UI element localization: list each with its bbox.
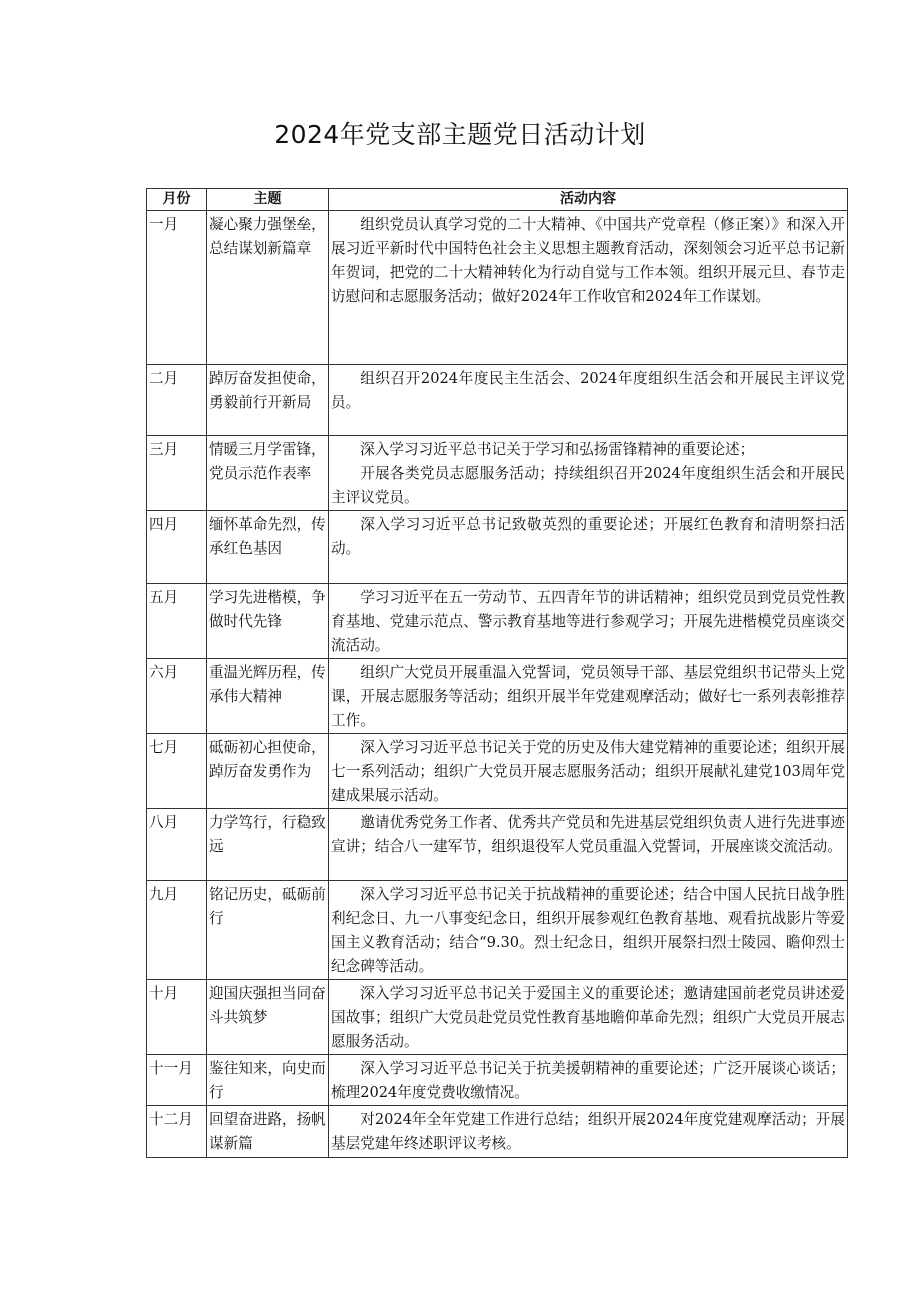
theme-cell: 缅怀革命先烈，传承红色基因 bbox=[207, 511, 329, 584]
document-title: 2024年党支部主题党日活动计划 bbox=[274, 120, 646, 149]
content-cell bbox=[329, 734, 848, 809]
content-paragraph: 深入学习习近平总书记关于抗美援朝精神的重要论述；广泛开展谈心谈话；梳理2024年度党费收缴情况。 bbox=[331, 1060, 845, 1101]
table-row bbox=[147, 980, 848, 1055]
table-row bbox=[147, 1055, 848, 1106]
content-cell bbox=[329, 659, 848, 734]
table-row bbox=[147, 511, 848, 584]
table-row bbox=[147, 584, 848, 659]
content-cell bbox=[329, 365, 848, 436]
content-paragraph: 组织广大党员开展重温入党誓词，党员领导干部、基层党组织书记带头上党课，开展志愿服务等活动；组织开展半年党建观摩活动；做好七一系列表彰推荐工作。 bbox=[331, 664, 845, 729]
column-header-theme: 主题 bbox=[207, 189, 329, 211]
theme-cell: 迎国庆强担当同奋斗共筑梦 bbox=[207, 980, 329, 1055]
theme-cell: 力学笃行，行稳致远 bbox=[207, 809, 329, 881]
content-paragraph: 深入学习习近平总书记致敬英烈的重要论述；开展红色教育和清明祭扫活动。 bbox=[331, 516, 845, 557]
content-cell bbox=[329, 1055, 848, 1106]
theme-cell: 回望奋进路，扬帆谋新篇 bbox=[207, 1106, 329, 1158]
content-paragraph: 开展各类党员志愿服务活动；持续组织召开2024年度组织生活会和开展民主评议党员。 bbox=[331, 465, 845, 506]
content-cell bbox=[329, 436, 848, 511]
content-paragraph: 深入学习习近平总书记关于爱国主义的重要论述；邀请建国前老党员讲述爱国故事；组织广大党员赴党员党性教育基地瞻仰革命先烈；组织广大党员开展志愿服务活动。 bbox=[331, 985, 845, 1050]
table-row bbox=[147, 809, 848, 881]
theme-cell: 砥砺初心担使命，踔厉奋发勇作为 bbox=[207, 734, 329, 809]
activity-plan-table bbox=[146, 188, 848, 1158]
content-paragraph: 深入学习习近平总书记关于学习和弘扬雷锋精神的重要论述； bbox=[360, 441, 755, 458]
content-paragraph: 对2024年全年党建工作进行总结；组织开展2024年度党建观摩活动；开展基层党建年终述职评议考核。 bbox=[331, 1111, 845, 1152]
month-cell: 九月 bbox=[147, 881, 207, 980]
column-header-month: 月份 bbox=[147, 189, 207, 211]
table-row bbox=[147, 659, 848, 734]
month-cell: 十二月 bbox=[147, 1106, 207, 1158]
month-cell: 一月 bbox=[147, 211, 207, 365]
month-cell: 五月 bbox=[147, 584, 207, 659]
content-cell bbox=[329, 511, 848, 584]
theme-cell: 鉴往知来，向史而行 bbox=[207, 1055, 329, 1106]
content-cell bbox=[329, 881, 848, 980]
theme-cell: 踔厉奋发担使命，勇毅前行开新局 bbox=[207, 365, 329, 436]
column-header-content: 活动内容 bbox=[329, 189, 848, 211]
theme-cell: 情暖三月学雷锋，党员示范作表率 bbox=[207, 436, 329, 511]
content-paragraph: 学习习近平在五一劳动节、五四青年节的讲话精神；组织党员到党员党性教育基地、党建示范点、警示教育基地等进行参观学习；开展先进楷模党员座谈交流活动。 bbox=[331, 589, 845, 654]
month-cell: 十月 bbox=[147, 980, 207, 1055]
table-row bbox=[147, 881, 848, 980]
content-paragraph: 深入学习习近平总书记关于抗战精神的重要论述；结合中国人民抗日战争胜利纪念日、九一八事变纪念日，组织开展参观红色教育基地、观看抗战影片等爱国主义教育活动；结合“9.30。烈士纪念日，组织开展祭扫烈士陵园、瞻仰烈士纪念碑等活动。 bbox=[331, 886, 845, 975]
content-cell bbox=[329, 211, 848, 365]
table-row bbox=[147, 436, 848, 511]
month-cell: 八月 bbox=[147, 809, 207, 881]
table-row bbox=[147, 211, 848, 365]
content-paragraph: 深入学习习近平总书记关于党的历史及伟大建党精神的重要论述；组织开展七一系列活动；组织广大党员开展志愿服务活动；组织开展献礼建党103周年党建成果展示活动。 bbox=[331, 739, 845, 804]
month-cell: 七月 bbox=[147, 734, 207, 809]
table-row bbox=[147, 734, 848, 809]
month-cell: 三月 bbox=[147, 436, 207, 511]
content-paragraph: 组织召开2024年度民主生活会、2024年度组织生活会和开展民主评议党员。 bbox=[331, 370, 845, 411]
content-cell bbox=[329, 1106, 848, 1158]
month-cell: 十一月 bbox=[147, 1055, 207, 1106]
content-cell bbox=[329, 980, 848, 1055]
month-cell: 二月 bbox=[147, 365, 207, 436]
content-cell bbox=[329, 584, 848, 659]
content-paragraph: 邀请优秀党务工作者、优秀共产党员和先进基层党组织负责人进行先进事迹宣讲；结合八一建军节，组织退役军人党员重温入党誓词，开展座谈交流活动。 bbox=[331, 814, 845, 855]
theme-cell: 铭记历史，砥砺前行 bbox=[207, 881, 329, 980]
month-cell: 四月 bbox=[147, 511, 207, 584]
month-cell: 六月 bbox=[147, 659, 207, 734]
table-header-row bbox=[147, 189, 848, 211]
table-row bbox=[147, 365, 848, 436]
theme-cell: 学习先进楷模，争做时代先锋 bbox=[207, 584, 329, 659]
theme-cell: 凝心聚力强堡垒，总结谋划新篇章 bbox=[207, 211, 329, 365]
content-paragraph: 组织党员认真学习党的二十大精神、《中国共产党章程（修正案）》和深入开展习近平新时代中国特色社会主义思想主题教育活动，深刻领会习近平总书记新年贺词，把党的二十大精神转化为行动自觉与工作本领。组织开展元旦、春节走访慰问和志愿服务活动；做好2024年工作收官和2024年工作谋划。 bbox=[331, 216, 845, 305]
content-cell bbox=[329, 809, 848, 881]
table-row bbox=[147, 1106, 848, 1158]
theme-cell: 重温光辉历程，传承伟大精神 bbox=[207, 659, 329, 734]
